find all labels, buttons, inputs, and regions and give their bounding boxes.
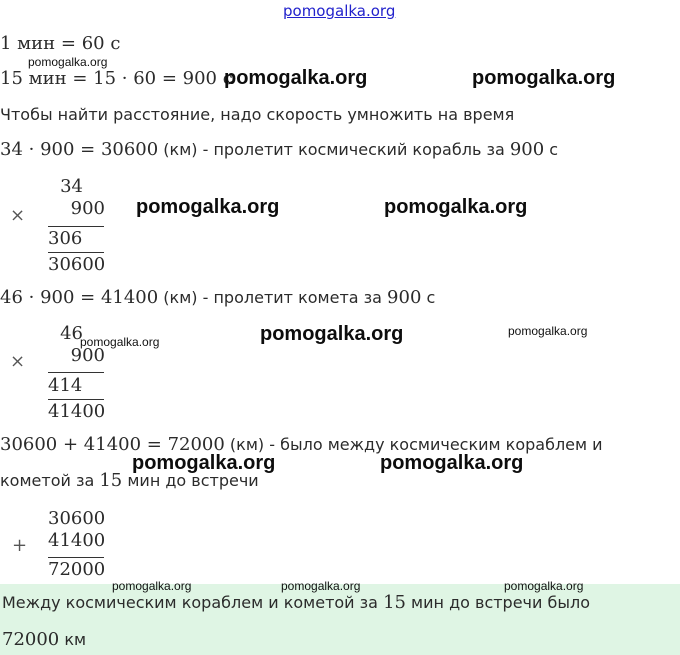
answer-box — [0, 584, 680, 655]
comet-equation: 46 · 900 = 41400 — [0, 287, 159, 308]
result-3: 72000 — [48, 559, 106, 580]
total-text-3: мин до встречи — [122, 471, 259, 490]
plus-sign: + — [12, 535, 28, 556]
ship-equation: 34 · 900 = 30600 — [0, 139, 159, 160]
divider — [48, 252, 104, 253]
watermark-small: pomogalka.org — [504, 579, 584, 593]
comet-seconds: 900 — [387, 287, 422, 308]
column-multiplication-1 — [50, 176, 105, 220]
watermark-small: pomogalka.org — [80, 335, 160, 349]
answer-unit: км — [59, 630, 87, 649]
answer-minutes: 15 — [383, 592, 406, 613]
operand-1: 34 — [60, 176, 83, 197]
ship-text: (км) - пролетит космический корабль за — [158, 140, 510, 159]
divider — [48, 399, 104, 400]
operand-2: 900 — [70, 345, 105, 366]
operand-1: 30600 — [48, 508, 106, 529]
answer-value: 72000 — [2, 629, 60, 650]
ship-distance-line — [0, 139, 558, 161]
operand-1: 46 — [60, 323, 83, 344]
divider — [48, 557, 104, 558]
answer-line-1 — [2, 592, 590, 613]
total-text: (км) - было между космическим кораблем и — [224, 435, 603, 454]
multiply-sign: × — [10, 351, 26, 372]
equation-minute: 1 мин = 60 с — [0, 33, 121, 54]
answer-line-2 — [2, 629, 86, 650]
partial-product-2: 414 — [48, 375, 83, 396]
watermark: pomogalka.org — [472, 67, 616, 89]
total-distance-line-2 — [0, 470, 259, 492]
partial-product-1: 306 — [48, 228, 83, 249]
total-minutes: 15 — [99, 470, 123, 491]
divider — [48, 226, 104, 227]
instruction-text: Чтобы найти расстояние, надо скорость умножить на время — [0, 105, 515, 124]
equation-seconds: 15 мин = 15 · 60 = 900 с — [0, 68, 233, 89]
divider — [48, 372, 104, 373]
operand-2: 900 — [70, 198, 105, 219]
total-text-2: кометой за — [0, 471, 100, 490]
watermark-small: pomogalka.org — [281, 579, 361, 593]
answer-text: Между космическим кораблем и кометой за — [2, 593, 384, 612]
watermark-small: pomogalka.org — [28, 55, 108, 69]
answer-text-2: мин до встречи было — [405, 593, 591, 612]
watermark: pomogalka.org — [380, 452, 524, 474]
multiply-sign: × — [10, 205, 26, 226]
result-1: 30600 — [48, 254, 106, 275]
watermark: pomogalka.org — [224, 67, 368, 89]
watermark: pomogalka.org — [260, 323, 404, 345]
watermark: pomogalka.org — [132, 452, 276, 474]
ship-seconds: 900 — [509, 139, 545, 160]
watermark-top-link[interactable]: pomogalka.org — [283, 2, 396, 20]
comet-unit: с — [421, 288, 436, 307]
comet-distance-line — [0, 287, 435, 309]
watermark-small: pomogalka.org — [508, 324, 588, 338]
comet-text: (км) - пролетит комета за — [158, 288, 388, 307]
operand-2: 41400 — [48, 530, 106, 551]
column-addition — [48, 508, 106, 552]
result-2: 41400 — [48, 401, 106, 422]
watermark: pomogalka.org — [136, 196, 280, 218]
total-equation: 30600 + 41400 = 72000 — [0, 434, 225, 455]
ship-unit: с — [544, 140, 559, 159]
watermark: pomogalka.org — [384, 196, 528, 218]
watermark-small: pomogalka.org — [112, 579, 192, 593]
